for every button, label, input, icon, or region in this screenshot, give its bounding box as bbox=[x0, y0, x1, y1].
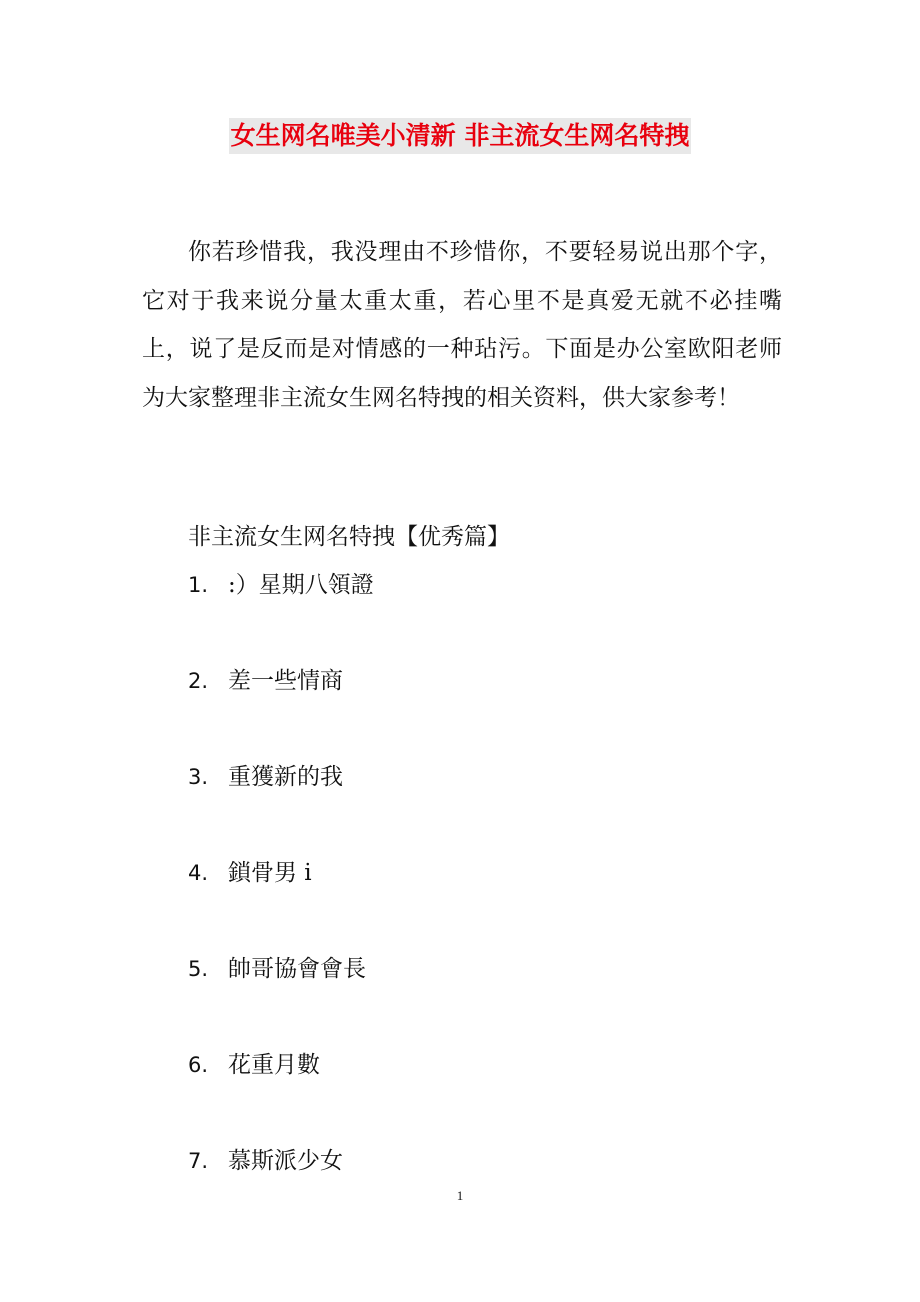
list-item bbox=[188, 949, 366, 989]
list-item-number: 6. bbox=[188, 1053, 209, 1077]
list-item bbox=[188, 853, 312, 893]
list-item-text: 重獲新的我 bbox=[228, 764, 343, 790]
page-number: 1 bbox=[456, 1188, 464, 1203]
list-item-number: 4. bbox=[188, 861, 209, 885]
list-item-number: 2. bbox=[188, 669, 209, 693]
document-title bbox=[0, 118, 920, 157]
list-item-number: 1. bbox=[188, 573, 209, 597]
list-item-number: 7. bbox=[188, 1149, 209, 1173]
section-heading: 非主流女生网名特拽【优秀篇】 bbox=[188, 524, 510, 550]
list-item-text: 鎖骨男 i bbox=[228, 860, 312, 886]
list-item-number: 5. bbox=[188, 957, 209, 981]
list-item bbox=[188, 757, 343, 797]
list-item-text: 差一些情商 bbox=[228, 668, 343, 694]
intro-paragraph: 你若珍惜我，我没理由不珍惜你，不要轻易说出那个字，它对于我来说分量太重太重，若心里不是真爱无就不必挂嘴上，说了是反而是对情感的一种玷污。下面是办公室欧阳老师为大家整理非主流女生网名特拽的相关资料，供大家参考！ bbox=[142, 239, 782, 411]
list-item bbox=[188, 1141, 343, 1181]
list-item bbox=[188, 1045, 320, 1085]
list-item-text: 帥哥協會會長 bbox=[228, 956, 366, 982]
document-title-text: 女生网名唯美小清新 非主流女生网名特拽 bbox=[229, 118, 692, 154]
list-item-number: 3. bbox=[188, 765, 209, 789]
list-item-text: :）星期八領證 bbox=[228, 572, 374, 598]
list-item bbox=[188, 565, 374, 605]
list-item bbox=[188, 661, 343, 701]
list-item-text: 花重月數 bbox=[228, 1052, 320, 1078]
list-item-text: 慕斯派少女 bbox=[228, 1148, 343, 1174]
